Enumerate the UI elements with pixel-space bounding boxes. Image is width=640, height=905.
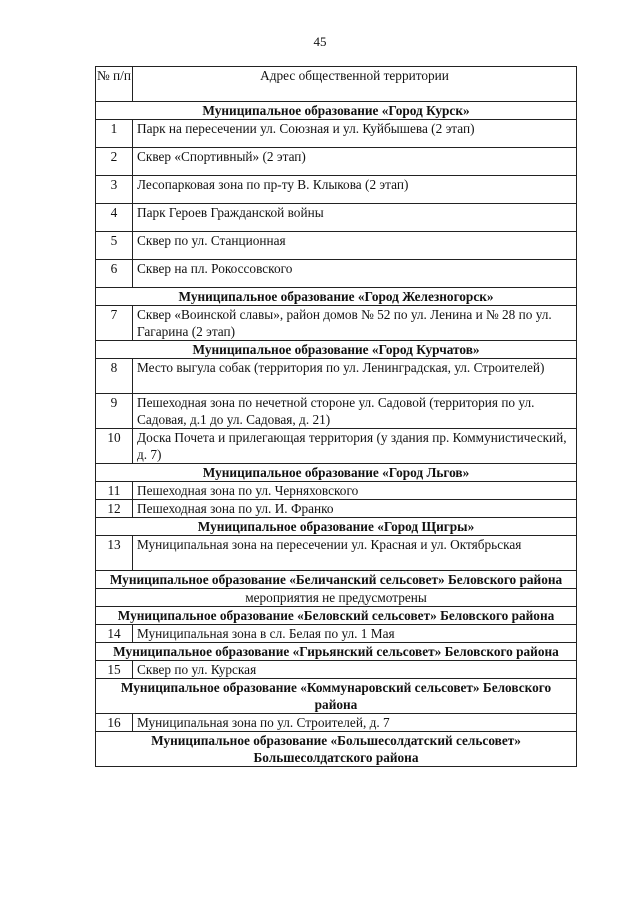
section-title: Муниципальное образование «Большесолдатский сельсовет» Большесолдатского района bbox=[96, 732, 577, 767]
row-number: 9 bbox=[96, 394, 133, 429]
table-row bbox=[96, 500, 577, 518]
table-row bbox=[96, 204, 577, 232]
row-number: 1 bbox=[96, 120, 133, 148]
no-activities-note: мероприятия не предусмотрены bbox=[96, 589, 577, 607]
row-number: 16 bbox=[96, 714, 133, 732]
section-title: Муниципальное образование «Город Льгов» bbox=[96, 464, 577, 482]
row-number: 2 bbox=[96, 148, 133, 176]
section-row bbox=[96, 643, 577, 661]
row-number: 11 bbox=[96, 482, 133, 500]
territory-address-table bbox=[95, 66, 577, 767]
table-row bbox=[96, 714, 577, 732]
row-address: Парк на пересечении ул. Союзная и ул. Куйбышева (2 этап) bbox=[133, 120, 577, 148]
section-title: Муниципальное образование «Город Курчатов» bbox=[96, 341, 577, 359]
row-address: Сквер на пл. Рокоссовского bbox=[133, 260, 577, 288]
row-address: Муниципальная зона по ул. Строителей, д. 7 bbox=[133, 714, 577, 732]
section-title: Муниципальное образование «Беличанский сельсовет» Беловского района bbox=[96, 571, 577, 589]
note-row bbox=[96, 589, 577, 607]
row-address: Лесопарковая зона по пр-ту В. Клыкова (2 этап) bbox=[133, 176, 577, 204]
header-number: № п/п bbox=[96, 67, 133, 102]
section-row bbox=[96, 607, 577, 625]
row-number: 13 bbox=[96, 536, 133, 571]
table-row bbox=[96, 260, 577, 288]
row-address: Доска Почета и прилегающая территория (у здания пр. Коммунистический, д. 7) bbox=[133, 429, 577, 464]
row-number: 15 bbox=[96, 661, 133, 679]
section-title: Муниципальное образование «Город Железногорск» bbox=[96, 288, 577, 306]
row-number: 3 bbox=[96, 176, 133, 204]
section-row bbox=[96, 679, 577, 714]
section-row bbox=[96, 102, 577, 120]
row-number: 4 bbox=[96, 204, 133, 232]
row-number: 12 bbox=[96, 500, 133, 518]
section-title: Муниципальное образование «Город Курск» bbox=[96, 102, 577, 120]
table-header-row bbox=[96, 67, 577, 102]
row-address: Сквер «Воинской славы», район домов № 52 по ул. Ленина и № 28 по ул. Гагарина (2 этап) bbox=[133, 306, 577, 341]
table-row bbox=[96, 120, 577, 148]
section-title: Муниципальное образование «Гирьянский сельсовет» Беловского района bbox=[96, 643, 577, 661]
section-row bbox=[96, 571, 577, 589]
row-address: Место выгула собак (территория по ул. Ленинградская, ул. Строителей) bbox=[133, 359, 577, 394]
table-row bbox=[96, 306, 577, 341]
page-number: 45 bbox=[313, 34, 327, 49]
row-number: 10 bbox=[96, 429, 133, 464]
row-address: Сквер по ул. Станционная bbox=[133, 232, 577, 260]
table-row bbox=[96, 661, 577, 679]
section-row bbox=[96, 464, 577, 482]
header-address: Адрес общественной территории bbox=[133, 67, 577, 102]
table-row bbox=[96, 148, 577, 176]
row-number: 6 bbox=[96, 260, 133, 288]
row-address: Пешеходная зона по ул. Черняховского bbox=[133, 482, 577, 500]
row-address: Муниципальная зона на пересечении ул. Красная и ул. Октябрьская bbox=[133, 536, 577, 571]
section-row bbox=[96, 288, 577, 306]
section-row bbox=[96, 341, 577, 359]
section-title: Муниципальное образование «Беловский сельсовет» Беловского района bbox=[96, 607, 577, 625]
row-address: Сквер по ул. Курская bbox=[133, 661, 577, 679]
section-title: Муниципальное образование «Город Щигры» bbox=[96, 518, 577, 536]
row-address: Парк Героев Гражданской войны bbox=[133, 204, 577, 232]
section-row bbox=[96, 732, 577, 767]
table-row bbox=[96, 625, 577, 643]
table-row bbox=[96, 232, 577, 260]
section-row bbox=[96, 518, 577, 536]
table-row bbox=[96, 176, 577, 204]
row-address: Муниципальная зона в сл. Белая по ул. 1 Мая bbox=[133, 625, 577, 643]
table-row bbox=[96, 359, 577, 394]
table-row bbox=[96, 536, 577, 571]
table-row bbox=[96, 482, 577, 500]
row-address: Сквер «Спортивный» (2 этап) bbox=[133, 148, 577, 176]
row-number: 14 bbox=[96, 625, 133, 643]
table-row bbox=[96, 429, 577, 464]
row-address: Пешеходная зона по нечетной стороне ул. Садовой (территория по ул. Садовая, д.1 до ул. Садовая, д. 21) bbox=[133, 394, 577, 429]
row-number: 8 bbox=[96, 359, 133, 394]
table-row bbox=[96, 394, 577, 429]
section-title: Муниципальное образование «Коммунаровский сельсовет» Беловского района bbox=[96, 679, 577, 714]
row-number: 5 bbox=[96, 232, 133, 260]
row-address: Пешеходная зона по ул. И. Франко bbox=[133, 500, 577, 518]
row-number: 7 bbox=[96, 306, 133, 341]
